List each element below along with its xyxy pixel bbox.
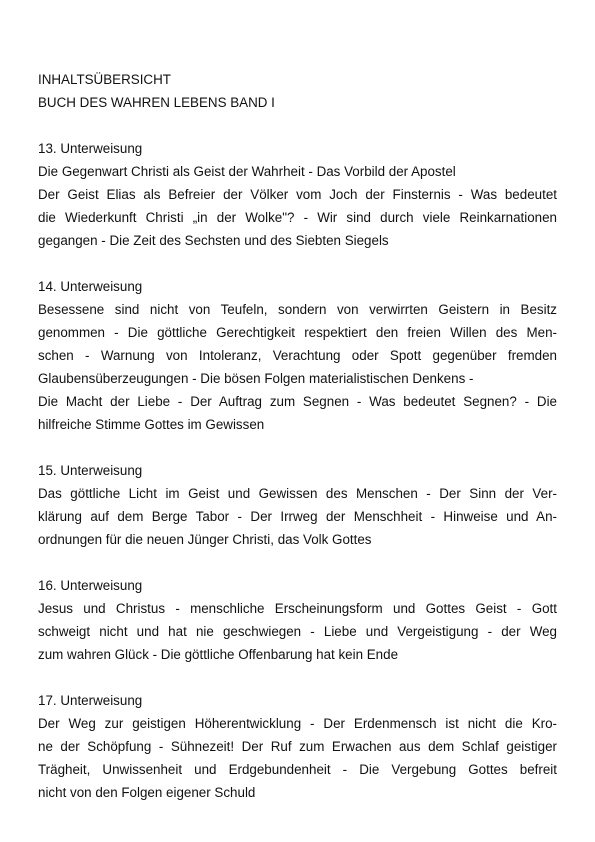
- section-16: [38, 574, 557, 666]
- section-text-line: Die Gegenwart Christi als Geist der Wahrheit - Das Vorbild der Apostel: [38, 164, 456, 179]
- section-title: 14. Unterweisung: [38, 279, 143, 294]
- section-title: 13. Unterweisung: [38, 141, 143, 156]
- section-text-line: Der Geist Elias als Befreier der Völker vom Joch der Finsternis - Was bedeutet: [38, 187, 557, 202]
- section-text-line: Der Weg zur geistigen Höherentwicklung - Der Erdenmensch ist nicht die Kro-: [38, 716, 557, 731]
- section-15: [38, 459, 557, 551]
- section-14: [38, 275, 557, 436]
- section-text-line: hilfreiche Stimme Gottes im Gewissen: [38, 417, 265, 432]
- section-text-line: Trägheit, Unwissenheit und Erdgebundenheit - Die Vergebung Gottes befreit: [38, 762, 557, 777]
- section-text-line: Die Macht der Liebe - Der Auftrag zum Segnen - Was bedeutet Segnen? - Die: [38, 394, 557, 409]
- section-text-line: Glaubensüberzeugungen - Die bösen Folgen materialistischen Denkens -: [38, 371, 474, 386]
- section-17: [38, 689, 557, 804]
- document-header: [38, 68, 557, 114]
- section-text-line: nicht von den Folgen eigener Schuld: [38, 785, 256, 800]
- section-text-line: die Wiederkunft Christi „in der Wolke"? - Wir sind durch viele Reinkarnationen: [38, 210, 557, 225]
- section-text-line: zum wahren Glück - Die göttliche Offenbarung hat kein Ende: [38, 647, 399, 662]
- section-text-line: Das göttliche Licht im Geist und Gewissen des Menschen - Der Sinn der Ver-: [38, 486, 557, 501]
- section-13: [38, 137, 557, 252]
- section-text-line: ne der Schöpfung - Sühnezeit! Der Ruf zum Erwachen aus dem Schlaf geistiger: [38, 739, 557, 754]
- section-text-line: schweigt nicht und hat nie geschwiegen - Liebe und Vergeistigung - der Weg: [38, 624, 557, 639]
- section-title: 15. Unterweisung: [38, 463, 143, 478]
- header-title: INHALTSÜBERSICHT: [38, 72, 171, 87]
- section-text-line: schen - Warnung von Intoleranz, Verachtung oder Spott gegenüber fremden: [38, 348, 557, 363]
- section-text-line: gegangen - Die Zeit des Sechsten und des Siebten Siegels: [38, 233, 389, 248]
- section-text-line: ordnungen für die neuen Jünger Christi, das Volk Gottes: [38, 532, 372, 547]
- section-title: 17. Unterweisung: [38, 693, 143, 708]
- section-text-line: klärung auf dem Berge Tabor - Der Irrweg der Menschheit - Hinweise und An-: [38, 509, 557, 524]
- section-text-line: Jesus und Christus - menschliche Erscheinungsform und Gottes Geist - Gott: [38, 601, 557, 616]
- section-title: 16. Unterweisung: [38, 578, 143, 593]
- section-text-line: Besessene sind nicht von Teufeln, sondern von verwirrten Geistern in Besitz: [38, 302, 557, 317]
- header-subtitle: BUCH DES WAHREN LEBENS BAND I: [38, 95, 275, 110]
- section-text-line: genommen - Die göttliche Gerechtigkeit respektiert den freien Willen des Men-: [38, 325, 557, 340]
